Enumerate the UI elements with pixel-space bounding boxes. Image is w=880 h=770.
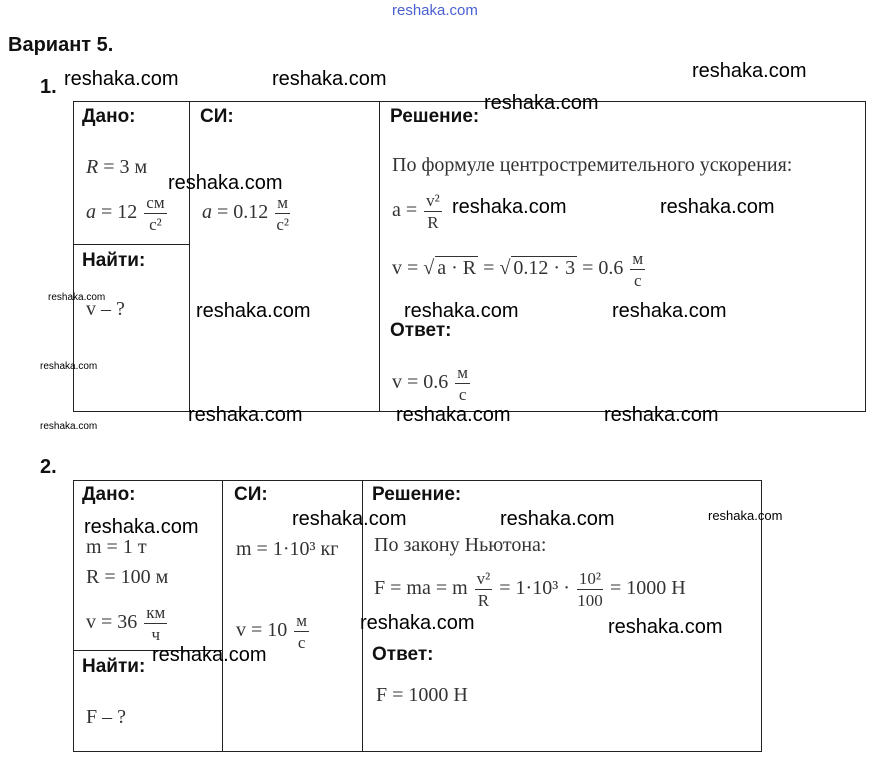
watermark: reshaka.com bbox=[40, 421, 98, 432]
task2-formula-mid: = 1·10³ · bbox=[499, 577, 570, 600]
watermark-top: reshaka.com bbox=[392, 2, 478, 19]
watermark: reshaka.com bbox=[152, 644, 267, 666]
task1-answer-unit-den: с bbox=[458, 385, 467, 404]
task2-formula-result: = 1000 Н bbox=[610, 577, 686, 600]
task1-formula2-unit-num: м bbox=[632, 249, 644, 268]
watermark: reshaka.com bbox=[404, 300, 519, 322]
task1-formula-acceleration bbox=[392, 192, 444, 231]
watermark: reshaka.com bbox=[292, 508, 407, 530]
task2-si-m: m = 1·10³ кг bbox=[236, 538, 339, 560]
watermark: reshaka.com bbox=[452, 196, 567, 218]
task2-si-v-unit-num: м bbox=[296, 611, 308, 630]
task2-given-v bbox=[86, 604, 169, 643]
watermark: reshaka.com bbox=[692, 60, 807, 82]
task2-solution-header: Решение: bbox=[372, 484, 462, 505]
task1-given-R-value: = 3 м bbox=[103, 156, 148, 178]
task1-answer bbox=[392, 364, 472, 403]
watermark: reshaka.com bbox=[272, 68, 387, 90]
task1-formula-velocity: v = √ a · R = √ 0.12 · 3 = 0.6 $\frac{м}{с}$ bbox=[392, 249, 644, 290]
watermark: reshaka.com bbox=[708, 508, 783, 523]
task1-given-a-unit bbox=[144, 194, 166, 233]
task2-find-header: Найти: bbox=[82, 656, 146, 677]
task1-given-a-value: = 12 bbox=[101, 201, 138, 224]
task2-formula-frac2-num: 10² bbox=[578, 569, 601, 588]
watermark: reshaka.com bbox=[500, 508, 615, 530]
watermark: reshaka.com bbox=[48, 292, 106, 303]
task1-si-a bbox=[202, 194, 292, 233]
task2-si-v-value: v = 10 bbox=[236, 619, 288, 642]
watermark: reshaka.com bbox=[484, 92, 599, 114]
task2-si-v-unit-den: с bbox=[297, 633, 306, 652]
task1-given-a bbox=[86, 194, 169, 233]
watermark: reshaka.com bbox=[64, 68, 179, 90]
task2-given-v-unit-num: км bbox=[146, 603, 166, 622]
task2-given-v-unit-den: ч bbox=[151, 625, 161, 644]
task1-si-a-value: = 0.12 bbox=[217, 201, 269, 224]
task2-given-v-value: v = 36 bbox=[86, 611, 138, 634]
task1-formula2-root2: 0.12 · 3 bbox=[513, 257, 576, 280]
page-title: Вариант 5. bbox=[8, 34, 114, 56]
task1-formula1-den: R bbox=[427, 213, 439, 232]
task1-formula2-root1: a · R bbox=[437, 257, 477, 280]
task1-formula1-lhs: a = bbox=[392, 199, 418, 222]
task1-formula2-lhs: v = bbox=[392, 257, 419, 280]
task1-formula2-eq: = bbox=[483, 257, 495, 280]
task2-formula-frac2-den: 100 bbox=[577, 591, 603, 610]
task1-find-header: Найти: bbox=[82, 250, 146, 271]
task1-answer-unit-num: м bbox=[457, 363, 469, 382]
task2-si-header: СИ: bbox=[234, 484, 268, 505]
task1-given-a-symbol: a bbox=[86, 201, 96, 224]
watermark: reshaka.com bbox=[608, 616, 723, 638]
task1-find: v – ? bbox=[86, 298, 125, 320]
task1-si-a-unit bbox=[275, 194, 290, 233]
task1-given-R bbox=[86, 156, 147, 179]
task1-given-a-unit-num: см bbox=[146, 193, 165, 212]
task1-answer-unit bbox=[455, 364, 470, 403]
task2-given-m: m = 1 т bbox=[86, 536, 147, 558]
watermark: reshaka.com bbox=[360, 612, 475, 634]
task2-si-v-unit bbox=[294, 612, 309, 651]
task1-si-header: СИ: bbox=[200, 106, 234, 127]
task1-si-a-unit-den: с² bbox=[276, 215, 289, 234]
task1-given-R-symbol: R bbox=[86, 156, 99, 178]
task1-answer-value: v = 0.6 bbox=[392, 371, 449, 394]
task2-number: 2. bbox=[40, 456, 57, 478]
task2-given-v-unit bbox=[144, 604, 167, 643]
watermark: reshaka.com bbox=[40, 361, 98, 372]
task1-divider-given bbox=[189, 101, 190, 411]
task1-solution-text: По формуле центростремительного ускорения: bbox=[392, 154, 793, 176]
task2-given-header: Дано: bbox=[82, 484, 136, 505]
watermark: reshaka.com bbox=[660, 196, 775, 218]
task2-formula-frac1 bbox=[475, 570, 493, 609]
task2-formula-frac1-den: R bbox=[477, 591, 490, 610]
task1-solution-header: Решение: bbox=[390, 106, 480, 127]
task1-number: 1. bbox=[40, 76, 57, 98]
task2-divider-given bbox=[222, 480, 223, 751]
task2-solution-text: По закону Ньютона: bbox=[374, 534, 547, 556]
watermark: reshaka.com bbox=[604, 404, 719, 426]
task1-si-a-unit-num: м bbox=[277, 193, 289, 212]
watermark: reshaka.com bbox=[196, 300, 311, 322]
task1-divider-find bbox=[73, 244, 189, 245]
watermark: reshaka.com bbox=[612, 300, 727, 322]
watermark: reshaka.com bbox=[396, 404, 511, 426]
task2-formula-lhs: F = ma = m bbox=[374, 577, 468, 600]
task2-find: F – ? bbox=[86, 706, 126, 728]
task1-formula1-num: v² bbox=[426, 191, 440, 210]
watermark: reshaka.com bbox=[188, 404, 303, 426]
task2-answer-header: Ответ: bbox=[372, 644, 434, 665]
task1-si-a-symbol: a bbox=[202, 201, 212, 224]
task2-formula-frac1-num: v² bbox=[476, 569, 491, 588]
task1-formula2-unit bbox=[630, 250, 645, 289]
task1-answer-header: Ответ: bbox=[390, 320, 452, 341]
task1-given-header: Дано: bbox=[82, 106, 136, 127]
task1-divider-si bbox=[379, 101, 380, 411]
task1-given-a-unit-den: с² bbox=[149, 215, 162, 234]
task2-formula-frac2 bbox=[577, 570, 603, 609]
task2-given-R: R = 100 м bbox=[86, 566, 169, 588]
watermark: reshaka.com bbox=[168, 172, 283, 194]
task1-formula2-result: = 0.6 bbox=[582, 257, 624, 280]
watermark: reshaka.com bbox=[84, 516, 199, 538]
task1-formula1-frac bbox=[424, 192, 442, 231]
task2-answer: F = 1000 Н bbox=[376, 684, 468, 706]
task2-formula bbox=[374, 570, 686, 609]
task1-formula2-unit-den: с bbox=[633, 271, 642, 290]
